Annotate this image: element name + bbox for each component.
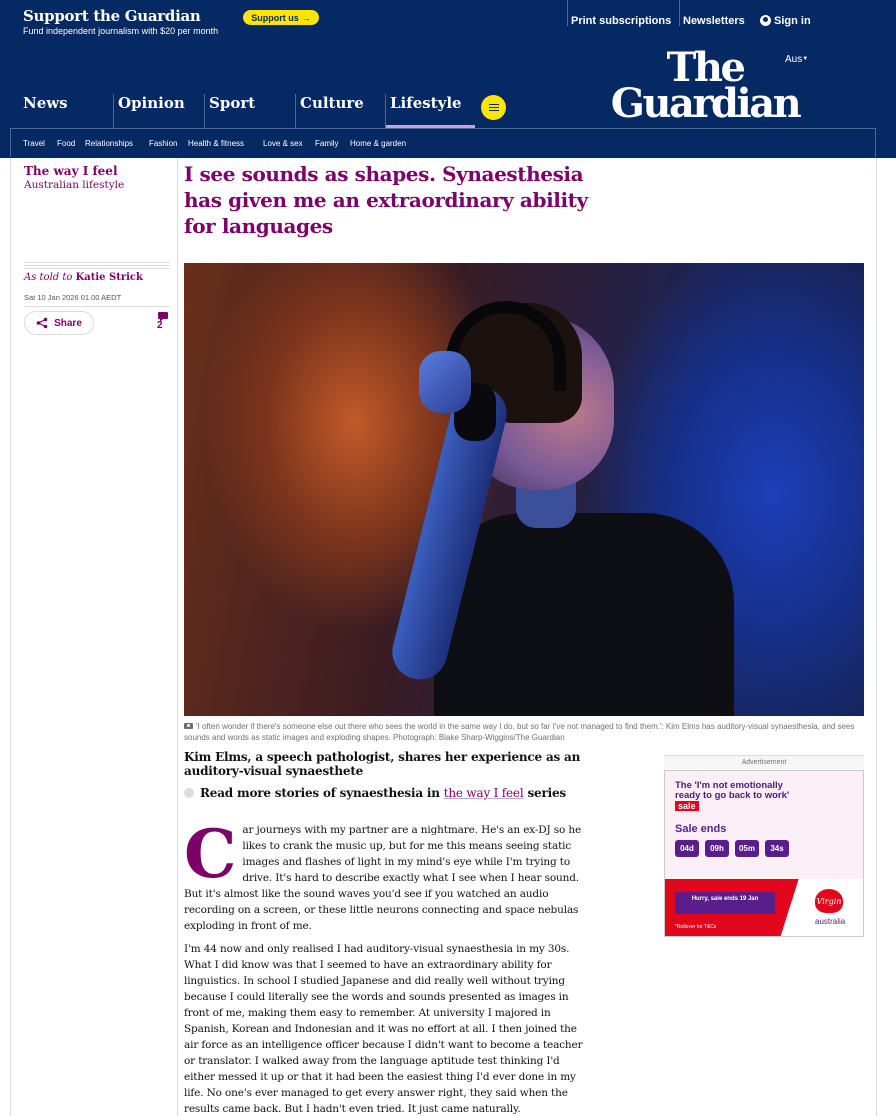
sign-in-link[interactable] xyxy=(760,15,811,27)
virgin-logo: Virgin xyxy=(815,889,843,913)
series-link[interactable]: The way I feel xyxy=(24,164,118,178)
subnav-fashion[interactable]: Fashion xyxy=(149,139,178,148)
pillar-lifestyle[interactable]: Lifestyle xyxy=(385,94,475,128)
ad-fine-print: *Rollover for T&Cs xyxy=(675,924,717,930)
ad-brand: australia xyxy=(815,917,846,926)
menu-button[interactable] xyxy=(481,95,506,120)
byline xyxy=(24,272,143,283)
paragraph xyxy=(184,815,588,934)
bullet-icon xyxy=(184,788,194,798)
newsletters-link[interactable]: Newsletters xyxy=(683,15,745,27)
readmore-prefix: Read more stories of synaesthesia in xyxy=(200,786,440,800)
ad-countdown-minutes: 05m xyxy=(735,840,759,857)
divider xyxy=(679,0,680,26)
share-label: Share xyxy=(54,317,82,329)
ad-label-bar xyxy=(664,755,864,769)
section-link[interactable]: Australian lifestyle xyxy=(24,179,125,191)
support-bar xyxy=(0,0,896,44)
ad-headline-text: The 'I'm not emotionally ready to go back to work' xyxy=(675,780,790,801)
comment-count[interactable]: 2 xyxy=(157,320,163,331)
print-subscriptions-link[interactable]: Print subscriptions xyxy=(571,15,672,27)
column-divider xyxy=(177,158,178,1116)
subnav-food[interactable]: Food xyxy=(57,139,76,148)
camera-icon xyxy=(184,723,193,729)
logo-line-1: The xyxy=(666,44,744,91)
drop-cap: C xyxy=(184,815,237,893)
pillar-news[interactable]: News xyxy=(23,94,68,112)
subnav-relationships[interactable]: Relationships xyxy=(85,139,134,148)
ad-countdown-seconds: 34s xyxy=(765,840,789,857)
ad-footer xyxy=(665,879,864,937)
paragraph: I'm 44 now and only realised I had auditory-visual synaesthesia in my 30s. What I did know was that I seemed to have an extraordinary ability for linguistics. In school I studied Japanese and did really well without trying because I could literally see the words and sounds presented as images in front of me, making them easy to remember. At university I majored in Spanish, Korean and Indonesian and it was no effort at all. I then joined the air force as an intelligence officer because I didn't want to become a teacher or translator. I walked away from the language aptitude test thinking I'd either messed it up or that it had been the easiest thing I'd ever done in my life. No one's ever managed to get every answer right, they said when the results came back. But I hadn't even tried. It just came naturally. xyxy=(184,943,583,1115)
subnav-travel[interactable]: Travel xyxy=(23,139,45,148)
support-title: Support the Guardian xyxy=(23,7,201,25)
ad-countdown-hours: 09h xyxy=(705,840,729,857)
standfirst: Kim Elms, a speech pathologist, shares her experience as an auditory-visual synaesthete xyxy=(184,750,581,778)
read-more xyxy=(184,786,604,800)
support-us-label: Support us xyxy=(251,12,299,23)
support-subtitle: Fund independent journalism with $20 per month xyxy=(23,26,219,36)
readmore-suffix: series xyxy=(527,786,566,800)
advertisement[interactable] xyxy=(664,770,864,937)
subnav-family[interactable]: Family xyxy=(315,139,339,148)
photo-caption xyxy=(184,721,864,743)
page-frame-right xyxy=(876,158,877,1116)
support-us-button[interactable] xyxy=(243,10,319,25)
ad-cta-button[interactable]: Hurry, sale ends 19 Jan xyxy=(675,892,775,914)
share-button[interactable] xyxy=(24,311,94,335)
pillar-opinion[interactable]: Opinion xyxy=(113,94,203,128)
author-link[interactable]: Katie Strick xyxy=(75,272,143,283)
caption-text: 'I often wonder if there's someone else out there who sees the world in the same way I do, but so far I've not managed to find them.': Kim Elms has auditory-visual synaesthesia, and sees sounds and words as static images and exploding shapes. Photograph: Blake Sharp-Wiggins/The Guardian xyxy=(184,722,855,742)
pillar-culture[interactable]: Culture xyxy=(295,94,385,128)
chevron-down-icon: ▼ xyxy=(802,56,809,62)
ad-countdown-days: 04d xyxy=(675,840,699,857)
lifestyle-subnav xyxy=(10,128,876,157)
photo-shape xyxy=(434,513,734,716)
ad-sale-tag: sale xyxy=(675,801,699,811)
main-photo xyxy=(184,263,864,716)
arrow-right-icon: → xyxy=(301,12,311,23)
edition-label: Aus xyxy=(785,54,803,65)
photo-shape xyxy=(419,351,471,413)
subnav-home-garden[interactable]: Home & garden xyxy=(350,139,407,148)
page-frame-left xyxy=(10,158,11,1116)
masthead xyxy=(0,44,896,158)
sign-in-label: Sign in xyxy=(774,15,811,27)
comment-icon[interactable] xyxy=(158,312,168,319)
subnav-health-fitness[interactable]: Health & fitness xyxy=(188,139,245,148)
byline-prefix: As told to xyxy=(24,272,73,283)
pillar-sport[interactable]: Sport xyxy=(204,94,294,128)
share-icon xyxy=(36,317,48,329)
dateline: Sat 10 Jan 2026 01.00 AEDT xyxy=(24,293,122,302)
divider xyxy=(24,306,170,307)
menu-icon xyxy=(489,107,499,109)
meta-divider xyxy=(24,262,170,271)
article-headline: I see sounds as shapes. Synaesthesia has given me an extraordinary ability for languages xyxy=(184,162,588,238)
subnav-love-sex[interactable]: Love & sex xyxy=(263,139,303,148)
the-way-i-feel-link[interactable]: the way I feel xyxy=(443,786,524,800)
divider xyxy=(567,0,568,26)
user-icon xyxy=(760,15,771,26)
ad-label: Advertisement xyxy=(741,759,787,766)
ad-sale-ends: Sale ends xyxy=(675,823,727,835)
ad-headline xyxy=(675,781,805,812)
article-body xyxy=(184,815,588,1116)
paragraph-text: ar journeys with my partner are a nightmare. He's an ex-DJ so he likes to crank the music up, but for me this means seeing static images and flashes of light in my mind's eye while I'm trying to drive. It's hard to describe exactly what I see when I hear sound. But it's almost like the sound waves you'd see if you watched an audio recording on a screen, or these little neurons connecting and space nebulas exploding in front of me. xyxy=(184,824,582,932)
logo-line-2: Guardian xyxy=(610,80,800,127)
guardian-logo[interactable] xyxy=(590,44,820,127)
